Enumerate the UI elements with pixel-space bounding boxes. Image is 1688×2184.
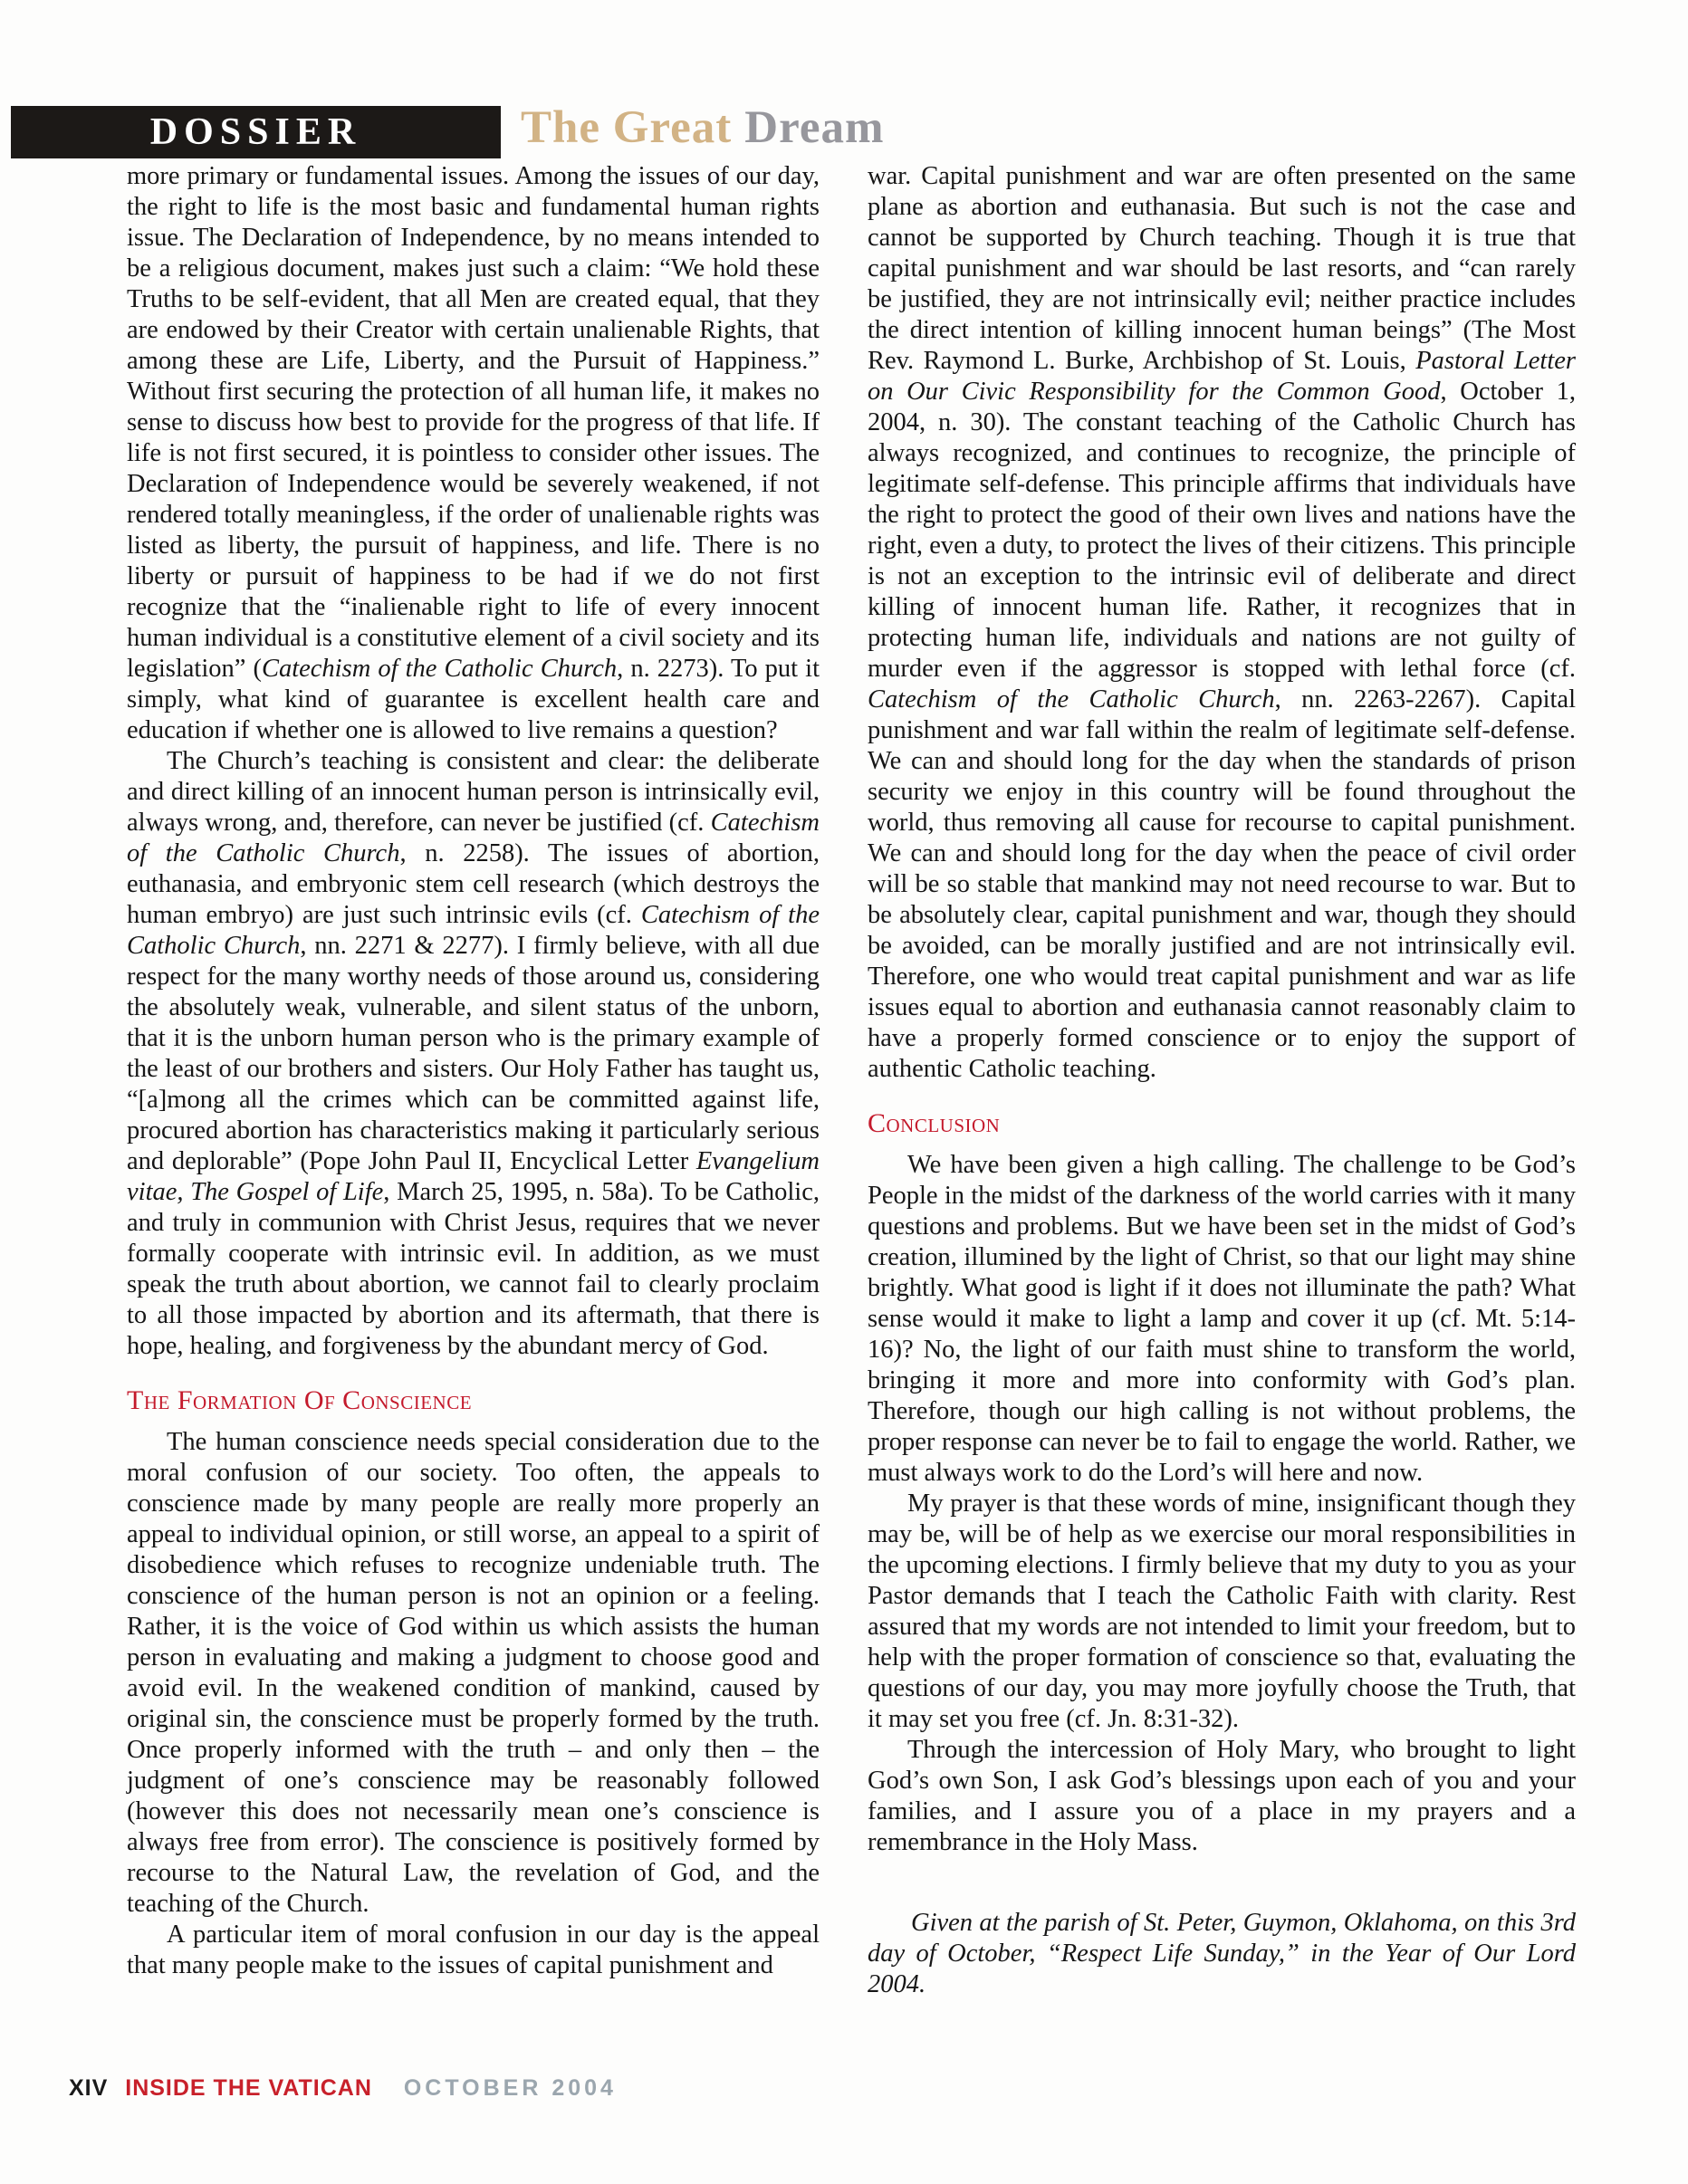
paragraph: The Church’s teaching is consistent and clear: the deliberate and direct killing of an innocent human person is intrinsically evil, always wrong, and, therefore, can never be justified (cf. Catechism of the Catholic Church, n. 2258). The issues of abortion, euthanasia, and embryonic stem cell research (which destroys the human embryo) are just such intrinsic evils (cf. Catechism of the Catholic Church, nn. 2271 & 2277). I firmly believe, with all due respect for the many worthy needs of those around us, considering the absolutely weak, vulnerable, and silent status of the unborn, that it is the unborn human person who is the primary example of the least of our brothers and sisters. Our Holy Father has taught us, “[a]mong all the crimes which can be committed against life, procured abortion has characteristics making it particularly serious and deplorable” (Pope John Paul II, Encyclical Letter Evangelium vitae, The Gospel of Life, March 25, 1995, n. 58a). To be Catholic, and truly in communion with Christ Jesus, requires that we never formally cooperate with intrinsic evil. In addition, as we must speak the truth about abortion, we cannot fail to clearly proclaim to all those impacted by abortion and its aftermath, that there is hope, healing, and forgiveness by the abundant mercy of God.: [127, 747, 820, 1360]
paragraph: My prayer is that these words of mine, insignificant though they may be, will be of help as we exercise our moral responsibilities in the upcoming elections. I firmly believe that my duty to you as your Pastor demands that I teach the Catholic Faith with clarity. Rest assured that my words are not intended to limit your freedom, but to help with the proper formation of conscience so that, evaluating the questions of our day, you may more joyfully choose the Truth, that it may set you free (cf. Jn. 8:31-32).: [868, 1490, 1576, 1733]
paragraph: war. Capital punishment and war are often presented on the same plane as abortion and euthanasia. But such is not the case and cannot be supported by Church teaching. Though it is true that capital punishment and war should be last resorts, and “can rarely be justified, they are not intrinsically evil; neither practice includes the direct intention of killing innocent human beings” (The Most Rev. Raymond L. Burke, Archbishop of St. Louis, Pastoral Letter on Our Civic Responsibility for the Common Good, October 1, 2004, n. 30). The constant teaching of the Catholic Church has always recognized, and continues to recognize, the principle of legitimate self-defense. This principle affirms that individuals have the right to protect the good of their own lives and nations have the right, even a duty, to protect the lives of their citizens. This principle is not an exception to the intrinsic evil of deliberate and direct killing of innocent human life. Rather, it recognizes that in protecting human life, individuals and nations are not guilty of murder even if the aggressor is stopped with lethal force (cf. Catechism of the Catholic Church, nn. 2263-2267). Capital punishment and war fall within the realm of legitimate self-defense. We can and should long for the day when the standards of prison security we enjoy in this country will be found throughout the world, thus removing all cause for recourse to capital punishment. We can and should long for the day when the peace of civil order will be so stable that mankind may not need recourse to war. But to be absolutely clear, capital punishment and war, though they should be avoided, can be morally justified and are not intrinsically evil. Therefore, one who would treat capital punishment and war as life issues equal to abortion and euthanasia cannot reasonably claim to have a properly formed conscience or to enjoy the support of authentic Catholic teaching.: [868, 162, 1577, 1083]
right-column: [868, 161, 1576, 2000]
page-footer: [69, 2075, 617, 2102]
article-title: [521, 98, 884, 158]
title-rest: Dream: [744, 102, 885, 153]
kicker-label: DOSSIER: [149, 111, 362, 153]
section-heading-conclusion: Conclusion: [868, 1108, 1001, 1138]
section-heading-formation-of-conscience: The Formation Of Conscience: [127, 1385, 473, 1415]
dossier-kicker-bar: [11, 106, 501, 158]
article-body: [127, 161, 1576, 2000]
paragraph: Through the intercession of Holy Mary, who brought to light God’s own Son, I ask God’s blessings upon each of you and your families, and I assure you of a place in my prayers and a remembrance in the Holy Mass.: [868, 1736, 1576, 1856]
magazine-name: INSIDE THE VATICAN: [125, 2075, 372, 2101]
paragraph: A particular item of moral confusion in our day is the appeal that many people make to the issues of capital punishment and: [127, 1921, 820, 1979]
dateline: Given at the parish of St. Peter, Guymon, Oklahoma, on this 3rd day of October, “Respect Life Sunday,” in the Year of Our Lord 2004.: [868, 1909, 1576, 1998]
paragraph: more primary or fundamental issues. Among the issues of our day, the right to life is the most basic and fundamental human rights issue. The Declaration of Independence, by no means intended to be a religious document, makes just such a claim: “We hold these Truths to be self-evident, that all Men are created equal, that they are endowed by their Creator with certain unalienable Rights, that among these are Life, Liberty, and the Pursuit of Happiness.” Without first securing the protection of all human life, it makes no sense to discuss how best to provide for the progress of that life. If life is not first secured, it is pointless to consider other issues. The Declaration of Independence would be severely weakened, if not rendered totally meaningless, if the order of unalienable rights was listed as liberty, the pursuit of happiness, and life. There is no liberty or pursuit of happiness to be had if we do not first recognize that the “inalienable right to life of every innocent human individual is a constitutive element of a civil society and its legislation” (Catechism of the Catholic Church, n. 2273). To put it simply, what kind of guarantee is excellent health care and education if whether one is allowed to live remains a question?: [127, 162, 820, 744]
paragraph: The human conscience needs special consideration due to the moral confusion of our society. Too often, the appeals to conscience made by many people are really more properly an appeal to individual opinion, or still worse, an appeal to a spirit of disobedience which refuses to recognize undeniable truth. The conscience of the human person is not an opinion or a feeling. Rather, it is the voice of God within us which assists the human person in evaluating and making a judgment to choose good and avoid evil. In the weakened condition of mankind, caused by original sin, the conscience must be properly formed by the truth. Once properly informed with the truth – and only then – the judgment of one’s conscience may be reasonably followed (however this does not necessarily mean one’s conscience is always free from error). The conscience is positively formed by recourse to the Natural Law, the revelation of God, and the teaching of the Church.: [127, 1428, 820, 1918]
issue-date: OCTOBER 2004: [403, 2075, 617, 2101]
paragraph: We have been given a high calling. The challenge to be God’s People in the midst of the darkness of the world carries with it many questions and problems. But we have been set in the midst of God’s creation, illumined by the light of Christ, so that our light may shine brightly. What good is light if it does not illuminate the path? What sense would it make to light a lamp and cover it up (cf. Mt. 5:14-16)? No, the light of our faith must shine to transform the world, bringing it more and more into conformity with God’s plan. Therefore, though our high calling is not without problems, the proper response can never be to fail to engage the world. Rather, we must always work to do the Lord’s will here and now.: [868, 1151, 1576, 1487]
page-number: XIV: [69, 2075, 109, 2101]
left-column: [127, 161, 820, 2000]
title-accent: The Great: [521, 102, 733, 153]
